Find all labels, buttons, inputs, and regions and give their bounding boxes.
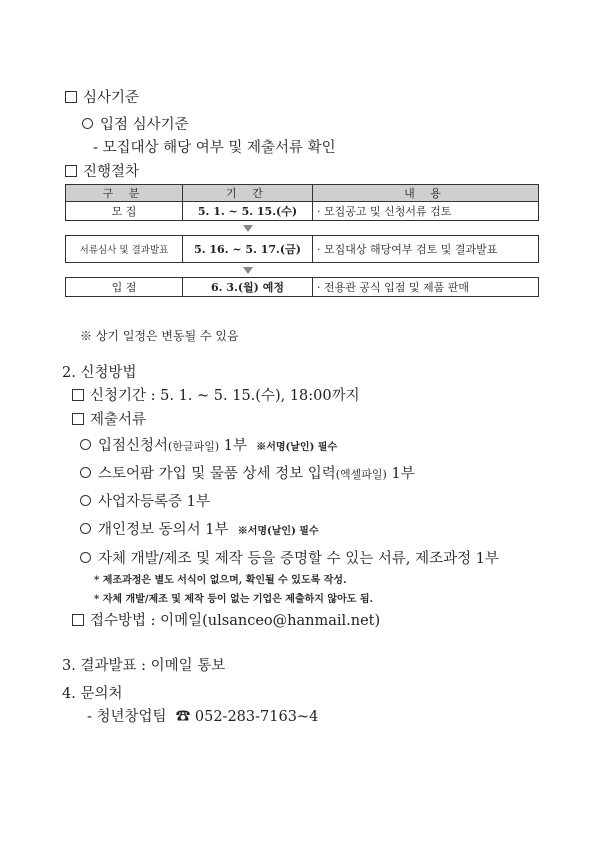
contact-heading: 4. 문의처 [62,686,123,702]
row-content: · 전용관 공식 입점 및 제품 판매 [313,278,539,297]
process-heading: 진행절차 [65,160,139,181]
circle-bullet-icon [80,467,91,478]
checkbox-icon [72,389,84,401]
apply-period: 신청기간 : 5. 1. ~ 5. 15.(수), 18:00까지 [72,384,360,405]
header-stage: 구 분 [66,185,183,202]
circle-bullet-icon [80,552,91,563]
apply-method: 접수방법 : 이메일(ulsanceo@hanmail.net) [72,609,380,630]
arrow-down-icon [243,267,253,274]
checkbox-icon [65,165,77,177]
apply-heading: 2. 신청방법 [62,365,137,381]
doc-item: 입점신청서(한글파일) 1부 ※서명(날인) 필수 [80,434,337,455]
criteria-item: 입점 심사기준 [82,113,189,134]
doc-note: * 제조과정은 별도 서식이 없으며, 확인될 수 있도록 작성. [94,575,347,586]
contact-phone: 052-283-7163~4 [194,709,319,725]
docs-heading: 제출서류 [72,408,146,429]
row-content: · 모집공고 및 신청서류 검토 [313,202,539,221]
contact-line [87,705,318,726]
header-period: 기 간 [183,185,313,202]
table-row [66,236,539,263]
checkbox-icon [72,413,84,425]
row-period: 5. 16. ~ 5. 17.(금) [183,236,313,263]
arrow-down-icon [243,225,253,232]
table-gap [66,221,539,236]
checkbox-icon [65,91,77,103]
circle-bullet-icon [80,439,91,450]
schedule-note: ※ 상기 일정은 변동될 수 있음 [80,329,239,343]
doc-item: 개인정보 동의서 1부 ※서명(날인) 필수 [80,518,319,539]
checkbox-icon [72,614,84,626]
circle-bullet-icon [80,523,91,534]
doc-item: 스토어팜 가입 및 물품 상세 정보 입력(엑셀파일) 1부 [80,462,415,483]
doc-item: 사업자등록증 1부 [80,490,210,511]
circle-bullet-icon [80,495,91,506]
schedule-table [65,184,539,297]
row-stage: 서류심사 및 결과발표 [66,236,183,263]
header-content: 내 용 [313,185,539,202]
row-period: 5. 1. ~ 5. 15.(수) [183,202,313,221]
doc-note: * 자체 개발/제조 및 제작 등이 없는 기업은 제출하지 않아도 됨. [94,594,374,605]
table-row [66,278,539,297]
row-stage: 모 집 [66,202,183,221]
criteria-detail: - 모집대상 해당 여부 및 제출서류 확인 [93,140,336,156]
circle-bullet-icon [82,118,93,129]
contact-team: - 청년창업팀 [87,709,167,725]
phone-icon: ☎ [175,709,191,725]
row-content: · 모집대상 해당여부 검토 및 결과발표 [313,236,539,263]
table-row [66,202,539,221]
table-gap [66,263,539,278]
criteria-heading: 심사기준 [65,86,139,107]
doc-item: 자체 개발/제조 및 제작 등을 증명할 수 있는 서류, 제조과정 1부 [80,547,499,568]
table-header-row [66,185,539,202]
row-stage: 입 점 [66,278,183,297]
result-heading: 3. 결과발표 : 이메일 통보 [62,658,226,674]
row-period: 6. 3.(월) 예정 [183,278,313,297]
